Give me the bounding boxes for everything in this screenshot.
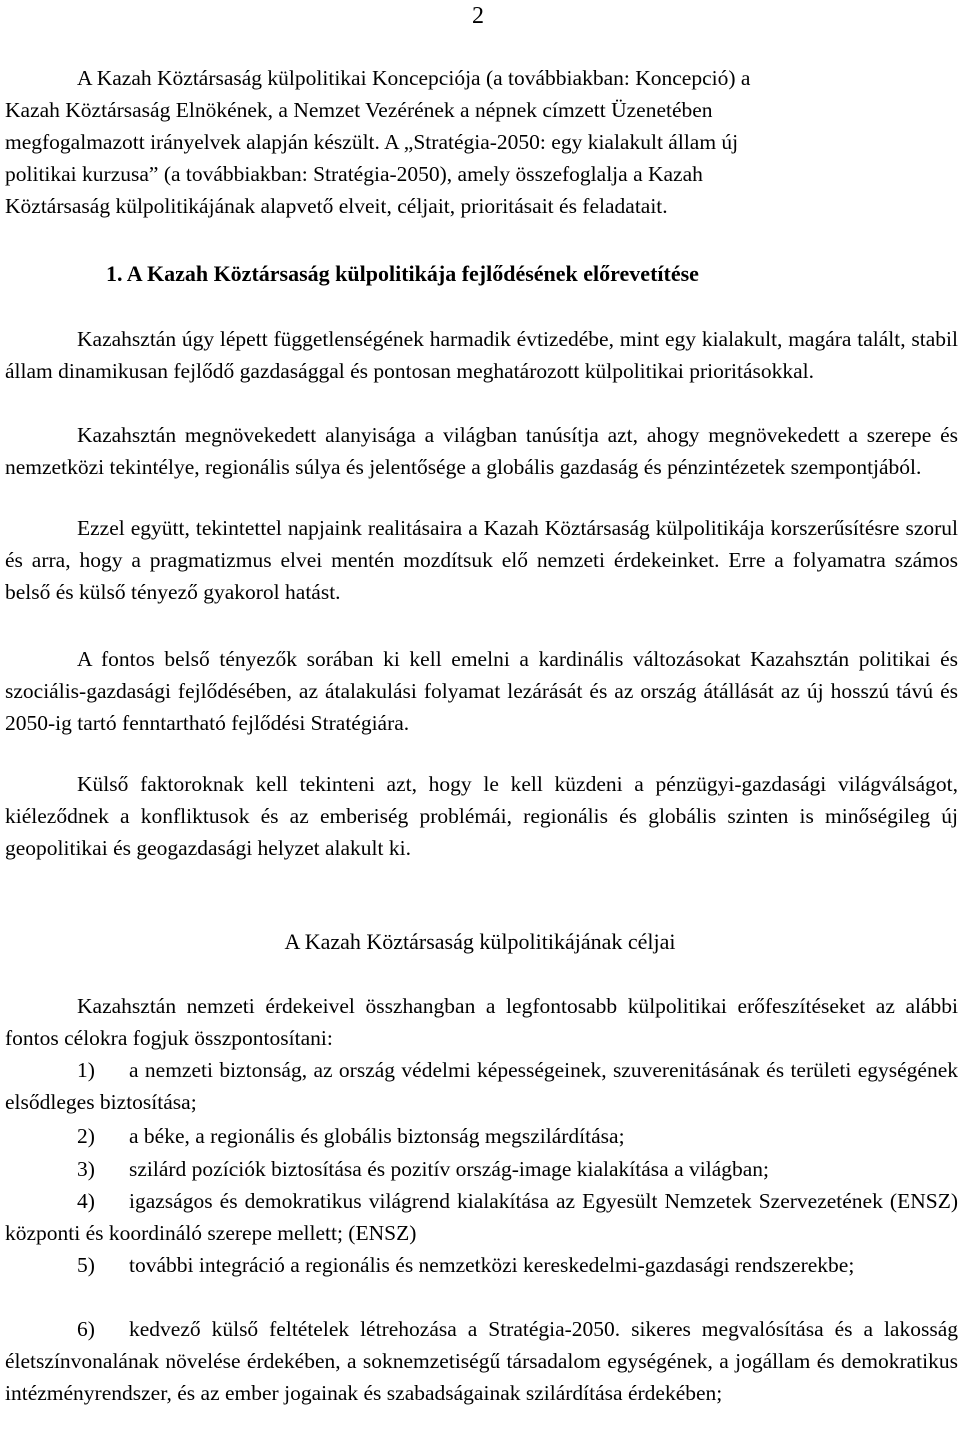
body-paragraph: Kazahsztán úgy lépett függetlenségének harmadik évtizedébe, mint egy kialakult, magára talált, stabil állam dinamikusan fejlődő gazdasággal és pontosan meghatározott külpolitikai prioritásokkal. — [5, 327, 958, 383]
section-heading: 1. A Kazah Köztársaság külpolitikája fejlődésének előrevetítése — [106, 261, 699, 286]
intro-line: megfogalmazott irányelvek alapján készült. A „Stratégia-2050: egy kialakult állam új — [5, 130, 739, 154]
intro-line: A Kazah Köztársaság külpolitikai Koncepciója (a továbbiakban: Koncepció) a — [77, 66, 751, 90]
goals-intro: Kazahsztán nemzeti érdekeivel összhangban a legfontosabb külpolitikai erőfeszítéseket az alábbi fontos célokra fogjuk összpontosítani: — [5, 994, 958, 1050]
goal-text: a nemzeti biztonság, az ország védelmi képességeinek, szuverenitásának és területi egységének elsődleges biztosítása; — [5, 1058, 958, 1114]
goal-item — [5, 1313, 958, 1409]
goal-text: további integráció a regionális és nemzetközi kereskedelmi-gazdasági rendszerekbe; — [129, 1253, 855, 1277]
body-paragraph: Ezzel együtt, tekintettel napjaink realitásaira a Kazah Köztársaság külpolitikája korszerűsítésre szorul és arra, hogy a pragmatizmus elvei mentén mozdítsuk elő nemzeti érdekeinket. Erre a folyamatra számos belső és külső tényező gyakorol hatást. — [5, 516, 958, 604]
goal-number: 1) — [77, 1058, 95, 1082]
intro-line: politikai kurzusa” (a továbbiakban: Stratégia-2050), amely összefoglalja a Kazah — [5, 162, 703, 186]
body-paragraph: A fontos belső tényezők sorában ki kell emelni a kardinális változásokat Kazahsztán politikai és szociális-gazdasági fejlődésében, az átalakulási folyamat lezárását és az ország átállását az új hosszú távú és 2050-ig tartó fenntartható fejlődési Stratégiára. — [5, 647, 958, 735]
goal-number: 3) — [77, 1157, 95, 1181]
goal-item — [5, 1249, 958, 1281]
intro-line: Köztársaság külpolitikájának alapvető elveit, céljait, prioritásait és feladatait. — [5, 194, 668, 218]
intro-paragraph — [5, 62, 958, 222]
goal-text: szilárd pozíciók biztosítása és pozitív ország-image kialakítása a világban; — [129, 1157, 770, 1181]
page-number: 2 — [472, 3, 484, 29]
goal-item — [5, 1153, 958, 1185]
goal-text: a béke, a regionális és globális biztonság megszilárdítása; — [129, 1124, 625, 1148]
goal-item — [5, 1120, 958, 1152]
body-paragraph: Kazahsztán megnövekedett alanyisága a világban tanúsítja azt, ahogy megnövekedett a szerepe és nemzetközi tekintélye, regionális súlya és jelentősége a globális gazdaság és pénzintézetek szempontjából. — [5, 423, 958, 479]
goal-item — [5, 1185, 958, 1249]
body-paragraph: Külső faktoroknak kell tekinteni azt, hogy le kell küzdeni a pénzügyi-gazdasági világválságot, kiéleződnek a konfliktusok és az emberiség problémái, regionális és globális szinten is minőségileg új geopolitikai és geogazdasági helyzet alakult ki. — [5, 772, 958, 860]
goal-number: 5) — [77, 1253, 95, 1277]
intro-line: Kazah Köztársaság Elnökének, a Nemzet Vezérének a népnek címzett Üzenetében — [5, 98, 713, 122]
goal-text: kedvező külső feltételek létrehozása a Stratégia-2050. sikeres megvalósítása és a lakosság életszínvonalának növelése érdekében, a soknemzetiségű társadalom egységének, a jogállam és demokratikus intézményrendszer, és az ember jogainak és szabadságainak szilárdítása érdekében; — [5, 1317, 958, 1405]
goal-number: 6) — [77, 1317, 95, 1341]
goal-number: 4) — [77, 1189, 95, 1213]
section-subheading: A Kazah Köztársaság külpolitikájának céljai — [284, 929, 676, 954]
goal-text: igazságos és demokratikus világrend kialakítása az Egyesült Nemzetek Szervezetének (ENSZ) központi és koordináló szerepe mellett; (ENSZ) — [5, 1189, 958, 1245]
goal-item — [5, 1054, 958, 1118]
goal-number: 2) — [77, 1124, 95, 1148]
